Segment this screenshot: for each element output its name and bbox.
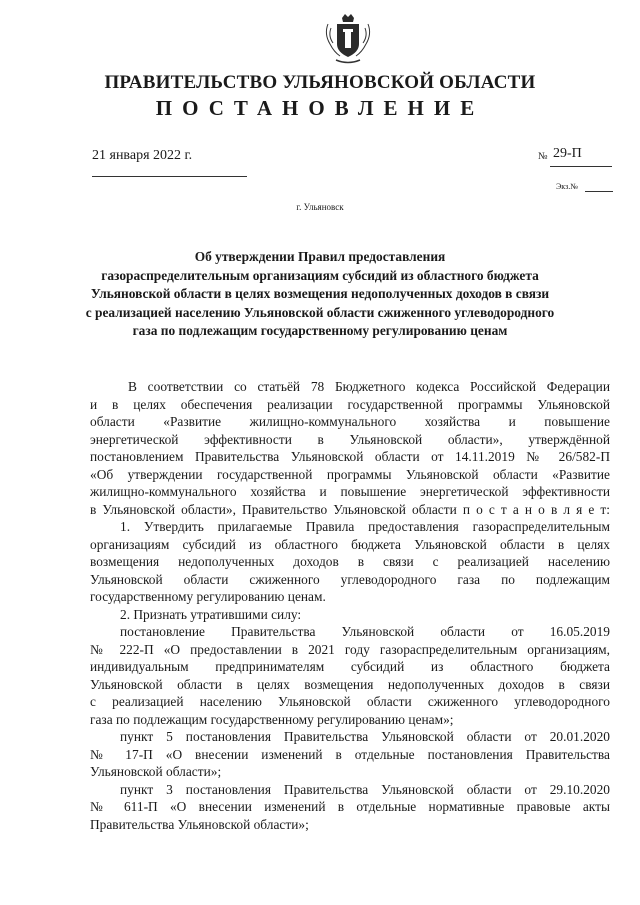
decree-date: 21 января 2022 г. xyxy=(92,148,193,163)
body-line: организациям субсидий из областного бюджета Ульяновской области в целях xyxy=(90,536,610,552)
body-line: в Ульяновской области», Правительство Ульяновской области п о с т а н о в л я е т: xyxy=(90,501,610,517)
title-line: с реализацией населению Ульяновской области сжиженного углеводородного xyxy=(85,304,555,320)
copy-number-underline xyxy=(585,191,613,192)
body-line: государственному регулированию ценам. xyxy=(90,589,326,604)
body-line: В соответствии со статьёй 78 Бюджетного кодекса Российской Федерации xyxy=(128,379,610,394)
body-line: № 17-П «О внесении изменений в отдельные постановления Правительства xyxy=(90,746,610,762)
body-line: энергетической эффективности в Ульяновской области», утверждённой xyxy=(90,431,610,447)
title-line: газа по подлежащим государственному регулированию ценам xyxy=(132,323,508,338)
coat-of-arms-icon xyxy=(322,10,374,68)
copy-number-label: Экз.№ xyxy=(556,182,578,191)
title-line: Ульяновской области в целях возмещения недополученных доходов в связи xyxy=(90,286,550,301)
body-line: Ульяновской области сжиженного углеводородного газа по подлежащим xyxy=(90,571,610,587)
body-line: постановлением Правительства Ульяновской области от 14.11.2019 № 26/582-П xyxy=(90,449,610,464)
body-line: жилищно-коммунального хозяйства и повышение энергетической эффективности xyxy=(90,484,610,499)
title-line: газораспределительным организациям субсидий из областного бюджета xyxy=(101,267,539,283)
body-line: пункт 3 постановления Правительства Ульяновской области от 29.10.2020 xyxy=(120,781,610,797)
body-line: Ульяновской области в целях возмещения недополученных доходов в связи xyxy=(90,676,610,692)
body-line: с реализацией населению Ульяновской области сжиженного углеводородного xyxy=(90,694,610,709)
body-line: газа по подлежащим государственному регулированию ценам»; xyxy=(90,711,454,727)
body-line: пункт 5 постановления Правительства Ульяновской области от 20.01.2020 xyxy=(120,729,610,744)
decree-title xyxy=(70,248,570,341)
body-line: и в целях обеспечения реализации государственной программы Ульяновской xyxy=(90,396,610,412)
body-line: № 611-П «О внесении изменений в отдельные нормативные правовые акты xyxy=(90,799,610,814)
body-line: 2. Признать утратившими силу: xyxy=(120,606,302,622)
document-type: ПОСТАНОВЛЕНИЕ xyxy=(155,96,485,120)
date-underline xyxy=(92,176,247,177)
body-line: постановление Правительства Ульяновской области от 16.05.2019 xyxy=(120,624,610,639)
city: г. Ульяновск xyxy=(296,202,344,212)
body-line: индивидуальным предпринимателям субсидий из областного бюджета xyxy=(90,659,610,674)
body-line: возмещения недополученных доходов в связи с реализацией населению xyxy=(90,554,610,569)
number-sign: № xyxy=(538,151,548,162)
decree-number: 29-П xyxy=(553,146,582,161)
title-line: Об утверждении Правил предоставления xyxy=(194,249,446,264)
body-line: области «Развитие жилищно-коммунального хозяйства и повышение xyxy=(90,414,610,429)
body-line: Правительства Ульяновской области»; xyxy=(90,816,309,832)
number-underline xyxy=(550,166,612,167)
decree-body xyxy=(90,378,610,833)
organization-name: ПРАВИТЕЛЬСТВО УЛЬЯНОВСКОЙ ОБЛАСТИ xyxy=(104,72,536,93)
body-line: № 222-П «О предоставлении в 2021 году газораспределительным организациям, xyxy=(90,641,610,657)
body-line: «Об утверждении государственной программы Ульяновской области «Развитие xyxy=(90,466,610,482)
body-line: 1. Утвердить прилагаемые Правила предоставления газораспределительным xyxy=(120,519,610,534)
body-line: Ульяновской области»; xyxy=(90,764,222,779)
